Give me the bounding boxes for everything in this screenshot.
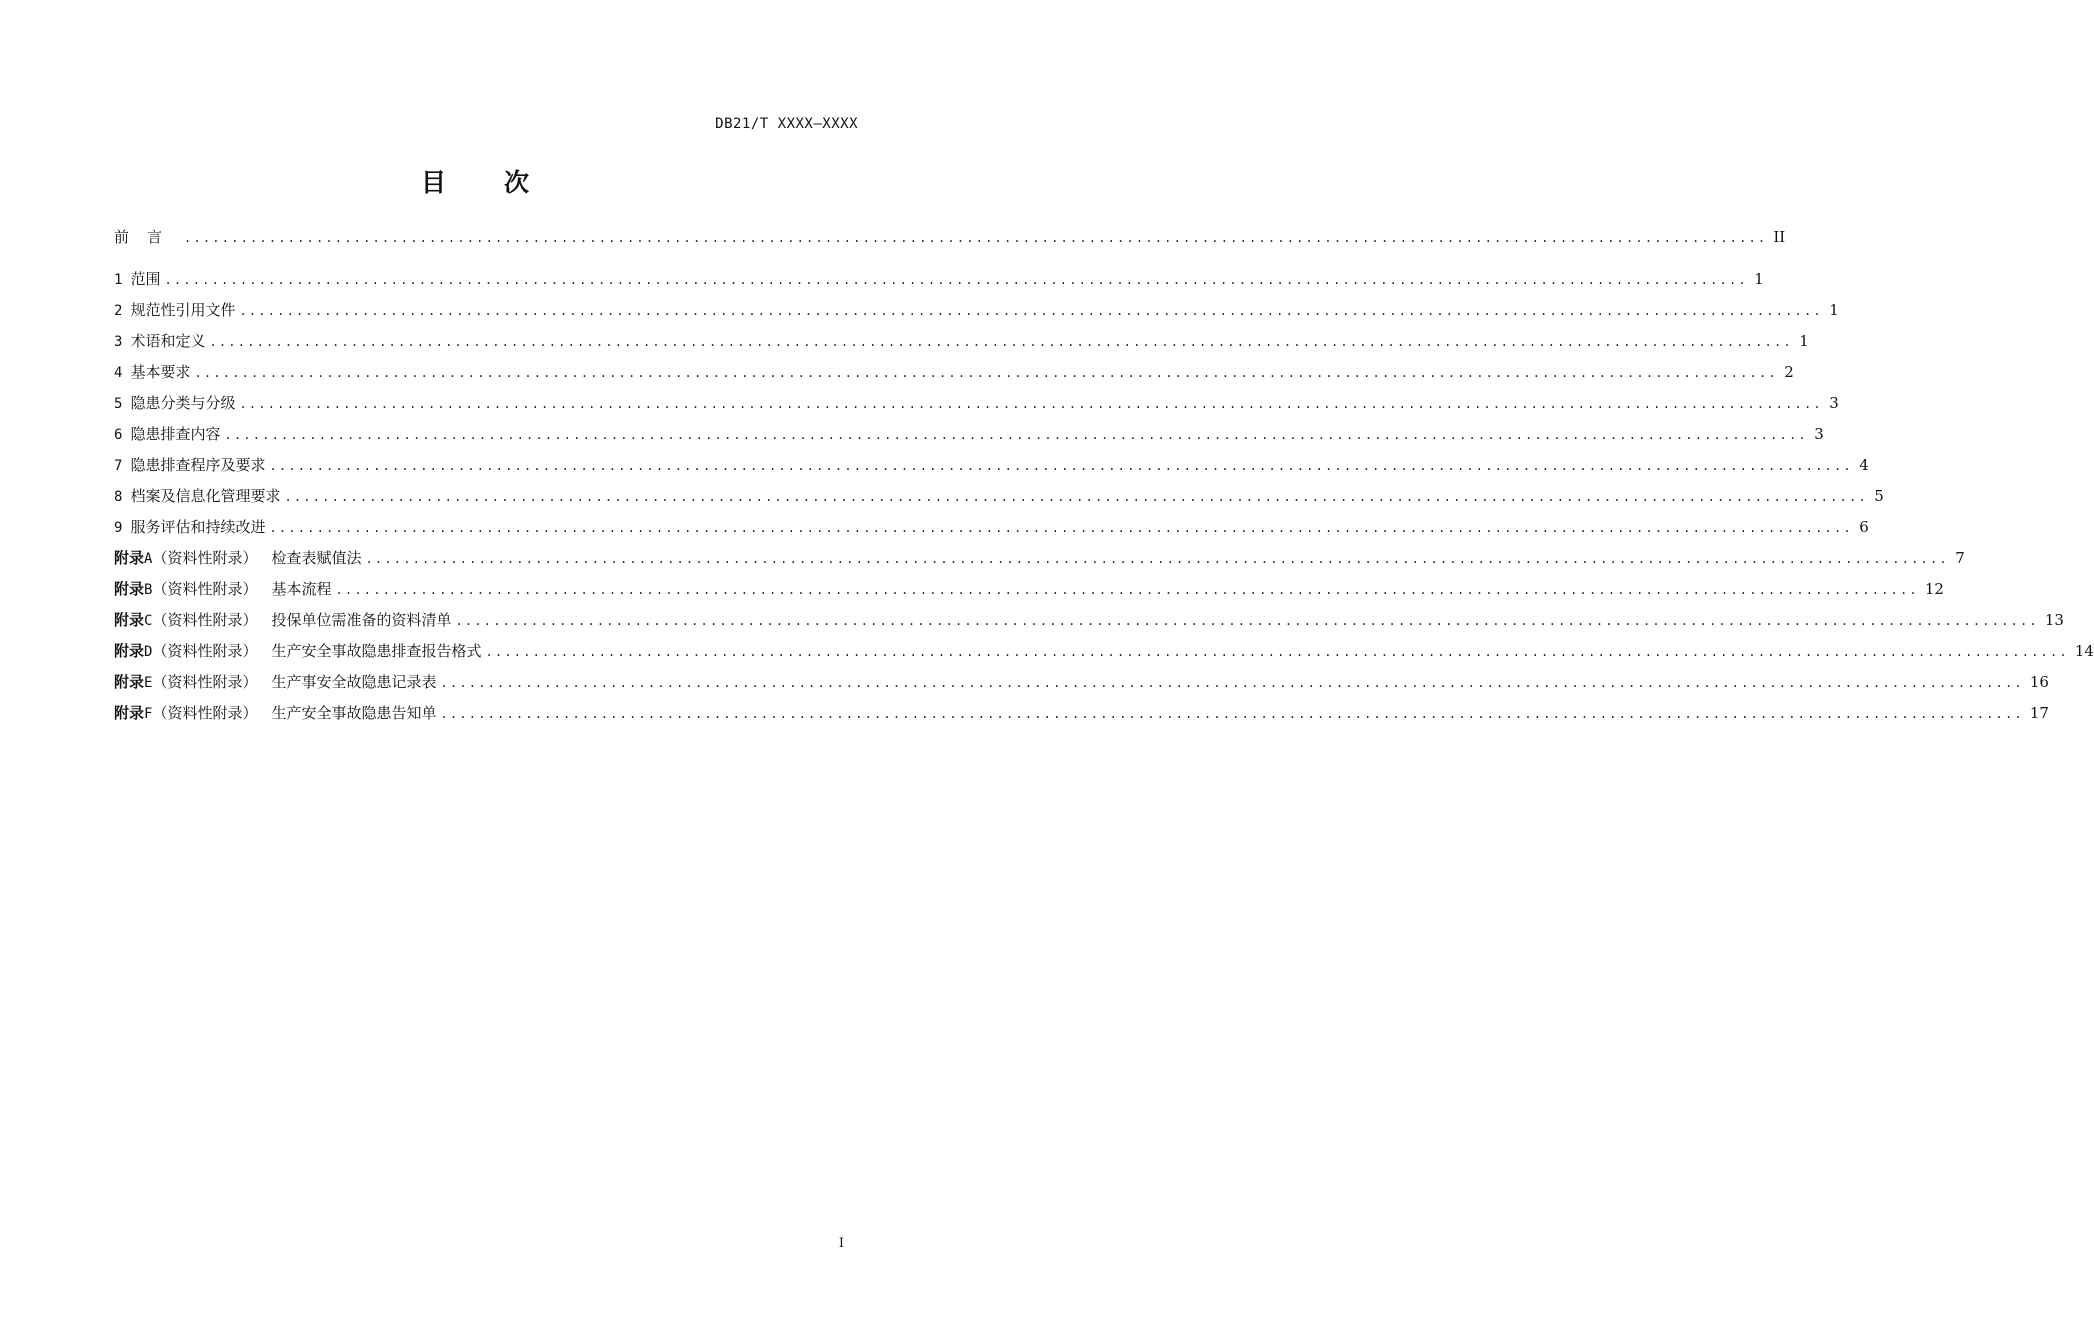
appendix-type: （资料性附录） — [152, 549, 258, 567]
toc-entry-page: 13 — [2044, 611, 2064, 629]
toc-entry-title: 生产安全事故隐患排查报告格式 — [271, 642, 482, 660]
toc-entry-title: 服务评估和持续改进 — [130, 518, 266, 536]
toc-entry-page: 12 — [1924, 580, 1944, 598]
toc-entry-title: 基本流程 — [271, 580, 332, 598]
toc-entry-number: 6 — [114, 427, 123, 443]
toc-entry-section[interactable] — [114, 516, 1869, 536]
toc-entry-title: 投保单位需准备的资料清单 — [271, 611, 452, 629]
toc-entry-appendix[interactable] — [114, 578, 1944, 598]
toc-entry-section[interactable] — [114, 330, 1809, 350]
appendix-letter: B — [144, 582, 153, 598]
appendix-letter: E — [144, 675, 153, 691]
toc-leader-dots: ........................................................................................................................................................................ — [335, 583, 1919, 597]
toc-leader-dots: ........................................................................................................................................................................ — [455, 614, 2039, 628]
toc-entry-title: 生产安全事故隐患告知单 — [271, 704, 437, 722]
appendix-word-1: 附 — [114, 549, 130, 567]
toc-entry-number: 4 — [114, 365, 123, 381]
toc-leader-dots: ........................................................................................................................................................................ — [485, 645, 2069, 659]
toc-entry-section[interactable] — [114, 454, 1869, 474]
toc-entry-title: 隐患分类与分级 — [130, 394, 236, 412]
appendix-word-1: 附 — [114, 673, 130, 691]
toc-entry-page: 5 — [1874, 487, 1884, 505]
appendix-word-1: 附 — [114, 611, 130, 629]
toc-entry-number: 1 — [114, 272, 123, 288]
toc-entry-title: 隐患排查程序及要求 — [130, 456, 266, 474]
toc-leader-dots: ........................................................................................................................................................................ — [269, 459, 1853, 473]
toc-entry-number: 8 — [114, 489, 123, 505]
appendix-word-2: 录 — [129, 673, 145, 691]
toc-entry-foreword[interactable] — [114, 226, 1786, 246]
toc-entry-number: 9 — [114, 520, 123, 536]
toc-entry-page: 1 — [1754, 270, 1764, 288]
toc-leader-dots: ........................................................................................................................................................................ — [239, 397, 1823, 411]
appendix-type: （资料性附录） — [152, 642, 258, 660]
appendix-letter: F — [144, 706, 153, 722]
toc-entry-section[interactable] — [114, 299, 1839, 319]
appendix-type: （资料性附录） — [152, 704, 258, 722]
toc-leader-dots: ........................................................................................................................................................................ — [209, 335, 1793, 349]
toc-leader-dots: ........................................................................................................................................................................ — [269, 521, 1853, 535]
toc-entry-page: 1 — [1799, 332, 1809, 350]
appendix-word-2: 录 — [129, 580, 145, 598]
toc-leader-dots: ........................................................................................................................................................................ — [194, 366, 1778, 380]
toc-title — [0, 163, 950, 199]
toc-entry-page: II — [1773, 228, 1786, 246]
toc-entry-section[interactable] — [114, 392, 1839, 412]
document-code: DB21/T XXXX—XXXX — [715, 116, 858, 132]
toc-entry-number: 7 — [114, 458, 123, 474]
toc-entry-title: 术语和定义 — [130, 332, 206, 350]
toc-entry-section[interactable] — [114, 361, 1794, 381]
appendix-word-2: 录 — [129, 642, 145, 660]
appendix-word-1: 附 — [114, 642, 130, 660]
toc-leader-dots: ........................................................................................................................................................................ — [239, 304, 1823, 318]
toc-entry-appendix[interactable] — [114, 640, 2094, 660]
toc-entry-appendix[interactable] — [114, 609, 2064, 629]
toc-entry-page: 17 — [2029, 704, 2049, 722]
toc-leader-dots: ........................................................................................................................................................................ — [365, 552, 1949, 566]
toc-entry-page: 7 — [1955, 549, 1965, 567]
appendix-letter: A — [144, 551, 153, 567]
toc-leader-dots: ........................................................................................................................................................................ — [284, 490, 1868, 504]
toc-entry-title: 生产事安全故隐患记录表 — [271, 673, 437, 691]
toc-entry-page: 2 — [1784, 363, 1794, 381]
toc-leader-dots: ........................................................................................................................................................................ — [440, 707, 2024, 721]
toc-entry-page: 3 — [1814, 425, 1824, 443]
toc-entry-page: 4 — [1859, 456, 1869, 474]
appendix-word-1: 附 — [114, 704, 130, 722]
footer-page-number: I — [838, 1236, 844, 1251]
toc-leader-dots: ........................................................................................................................................................................ — [184, 231, 1768, 245]
appendix-type: （资料性附录） — [152, 611, 258, 629]
toc-entry-title: 范围 — [130, 270, 161, 288]
toc-entry-number: 3 — [114, 334, 123, 350]
appendix-type: （资料性附录） — [152, 673, 258, 691]
toc-entry-page: 14 — [2074, 642, 2094, 660]
appendix-type: （资料性附录） — [152, 580, 258, 598]
toc-entry-section[interactable] — [114, 268, 1764, 288]
toc-entry-title: 档案及信息化管理要求 — [130, 487, 281, 505]
toc-entry-section[interactable] — [114, 485, 1884, 505]
toc-entry-page: 3 — [1829, 394, 1839, 412]
toc-entry-title: 检查表赋值法 — [271, 549, 362, 567]
appendix-word-1: 附 — [114, 580, 130, 598]
toc-entry-number: 5 — [114, 396, 123, 412]
toc-title-part2: 次 — [504, 168, 530, 197]
appendix-word-2: 录 — [129, 549, 145, 567]
toc-entry-title: 规范性引用文件 — [130, 301, 236, 319]
toc-entry-page: 1 — [1829, 301, 1839, 319]
appendix-word-2: 录 — [129, 704, 145, 722]
toc-entry-appendix[interactable] — [114, 671, 2049, 691]
toc-entry-appendix[interactable] — [114, 702, 2049, 722]
toc-entry-number: 2 — [114, 303, 123, 319]
toc-entry-title: 基本要求 — [130, 363, 191, 381]
toc-leader-dots: ........................................................................................................................................................................ — [440, 676, 2024, 690]
toc-leader-dots: ........................................................................................................................................................................ — [224, 428, 1808, 442]
toc-entry-appendix[interactable] — [114, 547, 1965, 567]
appendix-letter: C — [144, 613, 153, 629]
appendix-letter: D — [144, 644, 153, 660]
toc-entry-title: 前言 — [114, 228, 181, 246]
toc-entry-page: 6 — [1859, 518, 1869, 536]
toc-entry-page: 16 — [2029, 673, 2049, 691]
appendix-word-2: 录 — [129, 611, 145, 629]
toc-entry-section[interactable] — [114, 423, 1824, 443]
toc-title-part1: 目 — [420, 168, 446, 197]
toc-leader-dots: ........................................................................................................................................................................ — [164, 273, 1748, 287]
toc-entry-title: 隐患排查内容 — [130, 425, 221, 443]
